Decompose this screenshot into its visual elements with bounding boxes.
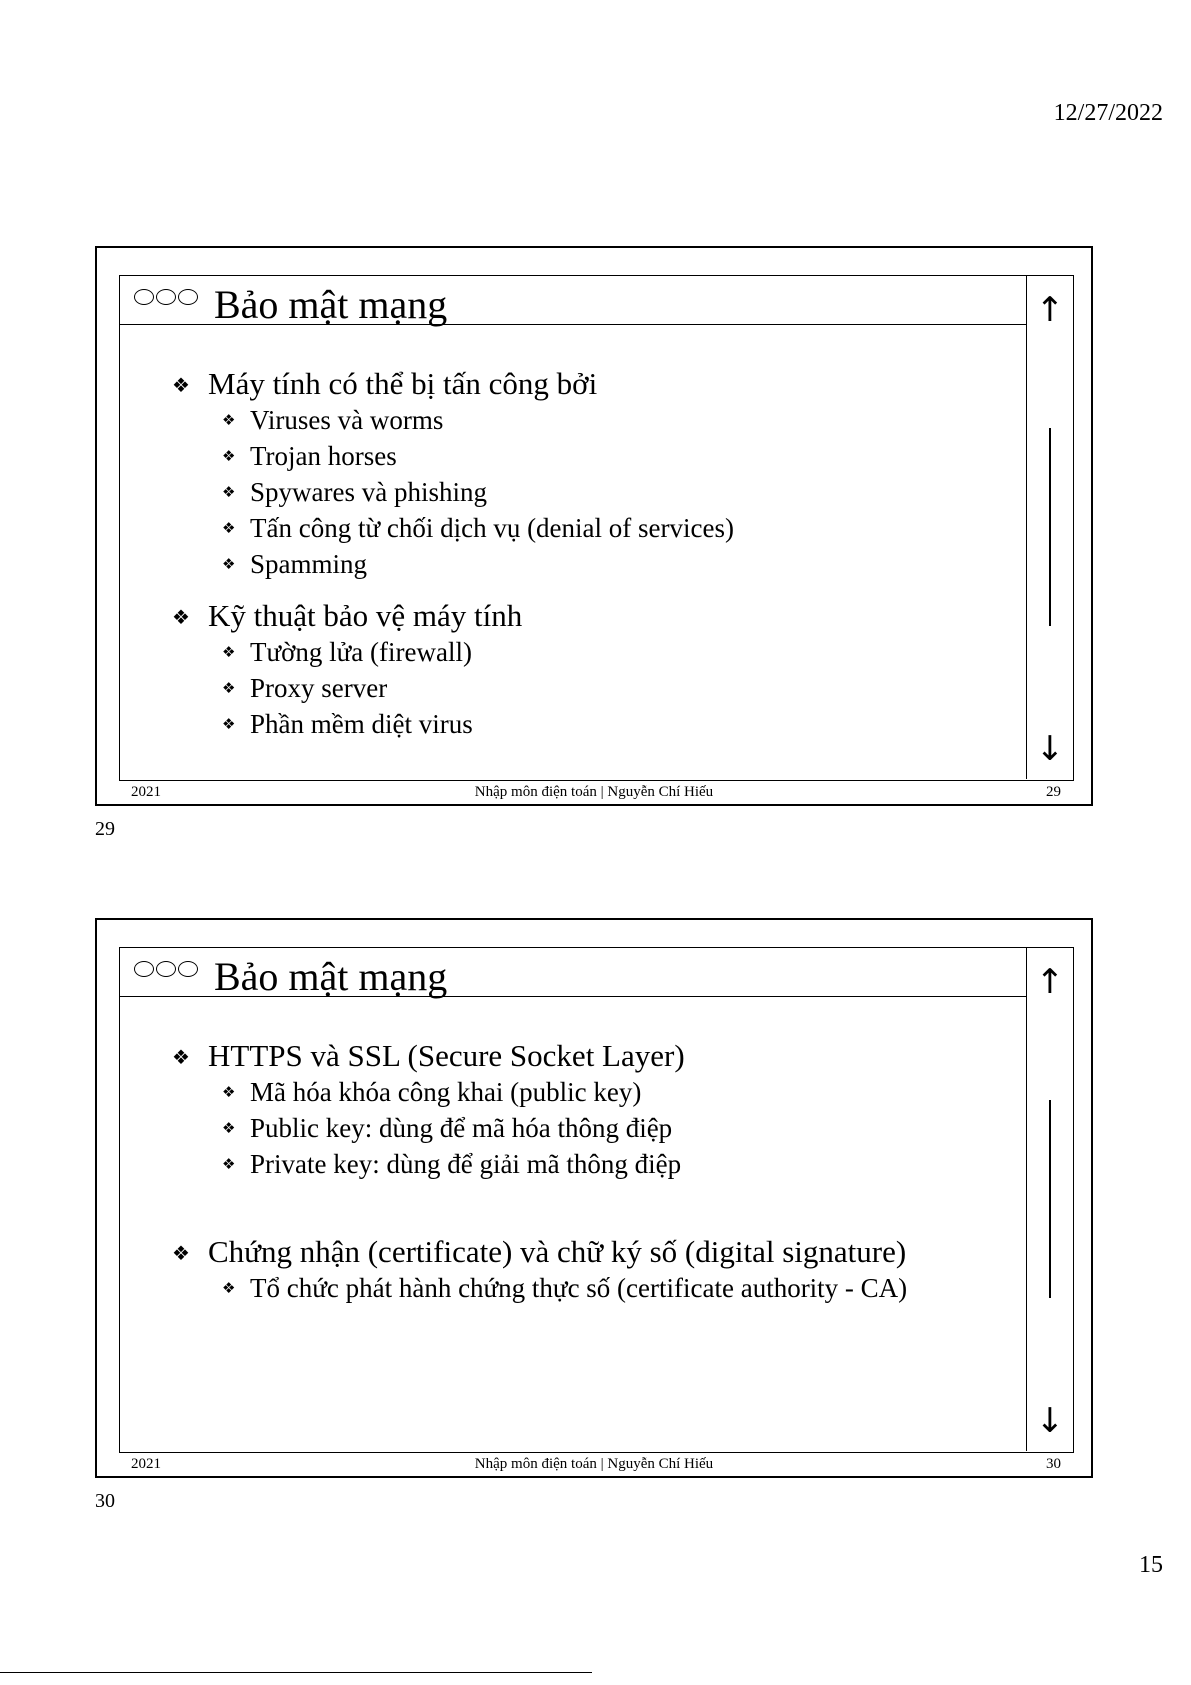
diamond-bullet-icon: ❖ bbox=[172, 1045, 190, 1069]
bullet-level2: ❖ Phần mềm diệt virus bbox=[172, 706, 1012, 742]
footer-course: Nhập môn điện toán | Nguyễn Chí Hiếu bbox=[474, 1456, 714, 1472]
diamond-bullet-icon: ❖ bbox=[222, 555, 236, 573]
slide-title: Bảo mật mạng bbox=[214, 282, 448, 327]
slide-body bbox=[119, 275, 1074, 781]
footer-year: 2021 bbox=[131, 1456, 161, 1472]
slide-title: Bảo mật mạng bbox=[214, 954, 448, 999]
bullet-level2: ❖ Proxy server bbox=[172, 670, 1012, 706]
footer-course: Nhập môn điện toán | Nguyễn Chí Hiếu bbox=[474, 784, 714, 800]
diamond-bullet-icon: ❖ bbox=[222, 715, 236, 733]
diamond-bullet-icon: ❖ bbox=[222, 1083, 236, 1101]
diamond-bullet-icon: ❖ bbox=[222, 483, 236, 501]
diamond-bullet-icon: ❖ bbox=[172, 1241, 190, 1265]
title-circles-icon bbox=[134, 289, 198, 305]
diamond-bullet-icon: ❖ bbox=[222, 679, 236, 697]
diamond-bullet-icon: ❖ bbox=[222, 643, 236, 661]
diamond-bullet-icon: ❖ bbox=[222, 447, 236, 465]
title-bar bbox=[120, 948, 1026, 997]
scroll-track bbox=[1049, 1100, 1051, 1298]
diamond-bullet-icon: ❖ bbox=[222, 411, 236, 429]
bullet-level2: ❖ Trojan horses bbox=[172, 438, 1012, 474]
arrow-up-icon: ↑ bbox=[1035, 962, 1065, 1002]
title-bar bbox=[120, 276, 1026, 325]
bullet-level2: ❖ Mã hóa khóa công khai (public key) bbox=[172, 1074, 1012, 1110]
bullet-level1: ❖ Kỹ thuật bảo vệ máy tính bbox=[172, 598, 1012, 634]
footnote-rule bbox=[0, 1672, 592, 1673]
diamond-bullet-icon: ❖ bbox=[172, 605, 190, 629]
footer-slide-number: 29 bbox=[1046, 784, 1061, 800]
arrow-down-icon: ↓ bbox=[1035, 1401, 1065, 1441]
bullet-level2: ❖ Tấn công từ chối dịch vụ (denial of services) bbox=[172, 510, 1012, 546]
footer-slide-number: 30 bbox=[1046, 1456, 1061, 1472]
arrow-up-icon: ↑ bbox=[1035, 290, 1065, 330]
slide-body bbox=[119, 947, 1074, 1453]
slide-29 bbox=[95, 246, 1093, 806]
bullet-level2: ❖ Tường lửa (firewall) bbox=[172, 634, 1012, 670]
bullet-level1: ❖ Máy tính có thể bị tấn công bởi bbox=[172, 366, 1012, 402]
slide-content bbox=[172, 1038, 1012, 1306]
bullet-level1: ❖ Chứng nhận (certificate) và chữ ký số (digital signature) bbox=[172, 1234, 1012, 1270]
scroll-column bbox=[1026, 276, 1073, 779]
slide-footer bbox=[97, 1454, 1091, 1474]
page-number: 15 bbox=[1139, 1552, 1163, 1578]
bullet-level1: ❖ HTTPS và SSL (Secure Socket Layer) bbox=[172, 1038, 1012, 1074]
page-date: 12/27/2022 bbox=[1053, 100, 1163, 126]
bullet-level2: ❖ Private key: dùng để giải mã thông điệp bbox=[172, 1146, 1012, 1182]
title-circles-icon bbox=[134, 961, 198, 977]
diamond-bullet-icon: ❖ bbox=[222, 1155, 236, 1173]
arrow-down-icon: ↓ bbox=[1035, 729, 1065, 769]
slide-label: 30 bbox=[95, 1490, 115, 1512]
bullet-level2: ❖ Spywares và phishing bbox=[172, 474, 1012, 510]
scroll-track bbox=[1049, 428, 1051, 626]
bullet-level2: ❖ Public key: dùng để mã hóa thông điệp bbox=[172, 1110, 1012, 1146]
bullet-level2: ❖ Spamming bbox=[172, 546, 1012, 582]
diamond-bullet-icon: ❖ bbox=[222, 519, 236, 537]
bullet-level2: ❖ Viruses và worms bbox=[172, 402, 1012, 438]
slide-footer bbox=[97, 782, 1091, 802]
footer-year: 2021 bbox=[131, 784, 161, 800]
bullet-level2: ❖ Tổ chức phát hành chứng thực số (certificate authority - CA) bbox=[172, 1270, 1012, 1306]
slide-content bbox=[172, 366, 1012, 742]
slide-30 bbox=[95, 918, 1093, 1478]
diamond-bullet-icon: ❖ bbox=[222, 1279, 236, 1297]
diamond-bullet-icon: ❖ bbox=[172, 373, 190, 397]
slide-label: 29 bbox=[95, 818, 115, 840]
diamond-bullet-icon: ❖ bbox=[222, 1119, 236, 1137]
scroll-column bbox=[1026, 948, 1073, 1451]
